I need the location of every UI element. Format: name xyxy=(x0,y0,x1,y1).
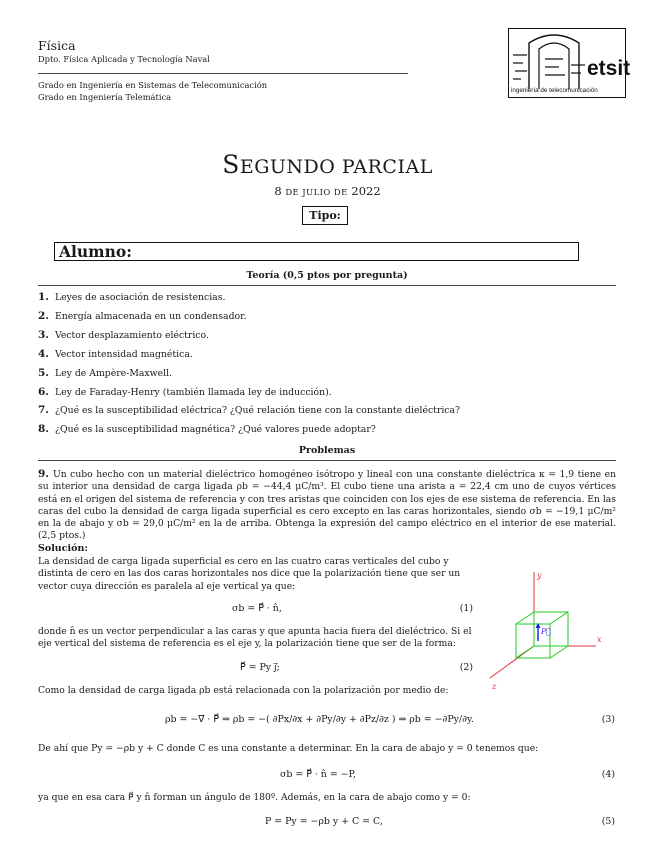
solution-paragraph-4: De ahí que Py = −ρb y + C donde C es una constante a determinar. En la cara de abajo y = 0 tenemos que: xyxy=(38,743,539,754)
logo-caption: ingeniería de telecomunicación xyxy=(511,87,598,94)
problems-section-title: Problemas xyxy=(298,445,356,456)
equation-5: P = Py = −ρb y + C = C, xyxy=(265,816,383,827)
question-8: 8. ¿Qué es la susceptibilidad magnética? ¿Qué valores puede adoptar? xyxy=(38,423,376,435)
equation-3: ρb = −∇⃗ · P⃗ ⇒ ρb = −( ∂Px/∂x + ∂Py/∂y + ∂Pz/∂z ) ⇒ ρb = −∂Py/∂y. xyxy=(165,714,474,725)
theory-section-title: Teoría (0,5 ptos por pregunta) xyxy=(246,270,408,281)
question-7: 7. ¿Qué es la susceptibilidad eléctrica? ¿Qué relación tiene con la constante dieléctrica? xyxy=(38,404,461,416)
solution-paragraph-2: donde n̂ es un vector perpendicular a las caras y que apunta hacia fuera del dieléctrico. Si el eje vertical del sistema de referencia es el eje y, la polarización tiene que ser de la forma: xyxy=(38,626,472,650)
cube-figure xyxy=(476,566,616,694)
question-4: 4. Vector intensidad magnética. xyxy=(38,348,193,360)
equation-2-number: (2) xyxy=(459,662,473,673)
solution-paragraph-1: La densidad de carga ligada superficial es cero en las cuatro caras verticales del cubo y distinta de cero en las dos caras horizontales nos dice que la polarización tiene que ser un vector cuya dirección es paralela al eje vertical ya que: xyxy=(38,556,461,592)
question-2: 2. Energía almacenada en un condensador. xyxy=(38,310,247,322)
degree-line-1: Grado en Ingeniería en Sistemas de Telecomunicación xyxy=(38,80,268,90)
problems-section-rule xyxy=(38,460,616,461)
student-name-field[interactable]: Alumno: xyxy=(54,242,579,261)
solution-heading: Solución: xyxy=(38,543,88,554)
logo-text: etsit xyxy=(587,57,631,80)
question-3: 3. Vector desplazamiento eléctrico. xyxy=(38,329,209,341)
etsit-logo xyxy=(508,28,631,98)
exam-title: SEGUNDO PARCIAL xyxy=(222,150,433,179)
theory-section-rule xyxy=(38,285,616,286)
polarization-label: P⃗ xyxy=(541,627,551,636)
subject-title: Física xyxy=(38,38,76,53)
equation-4: σb = P⃗ · n̂ = −P, xyxy=(280,769,356,780)
y-axis-label: y xyxy=(537,571,542,580)
question-5: 5. Ley de Ampère-Maxwell. xyxy=(38,367,172,379)
department: Dpto. Física Aplicada y Tecnología Naval xyxy=(38,54,210,64)
equation-1-number: (1) xyxy=(459,603,473,614)
equation-4-number: (4) xyxy=(601,769,615,780)
equation-2: P⃗ = Py ȷ⃗; xyxy=(240,662,280,673)
question-1: 1. Leyes de asociación de resistencias. xyxy=(38,291,226,303)
degree-line-2: Grado en Ingeniería Telemática xyxy=(38,92,172,102)
header-divider xyxy=(38,73,408,74)
z-axis-label: z xyxy=(492,682,497,691)
solution-paragraph-5: ya que en esa cara P⃗ y n̂ forman un ángulo de 180º. Además, en la cara de abajo como y = 0: xyxy=(38,792,471,803)
equation-3-number: (3) xyxy=(601,714,615,725)
question-6: 6. Ley de Faraday-Henry (también llamada ley de inducción). xyxy=(38,386,332,398)
problem-9: 9. Un cubo hecho con un material dieléctrico homogéneo isótropo y lineal con una constante dieléctrica κ = 1,9 tiene en su interior una densidad de carga ligada ρb = −44,4 μC/m³. El cubo tiene una arista a = 22,4 cm uno de cuyos vértices está en el origen del sistema de referencia y con tres aristas que coinciden con los ejes de ese sistema de referencia. En las caras del cubo la densidad de carga ligada superficial es cero excepto en las caras horizontales, siendo σb = −19,1 μC/m² en la de abajo y σb = 29,0 μC/m² en la de arriba. Obtenga la expresión del campo eléctrico en el interior de ese material. (2,5 ptos.) xyxy=(38,468,616,542)
solution-paragraph-3: Como la densidad de carga ligada ρb está relacionada con la polarización por medio de: xyxy=(38,685,449,696)
equation-5-number: (5) xyxy=(601,816,615,827)
x-axis-label: x xyxy=(597,635,602,644)
exam-date: 8 DE JULIO DE 2022 xyxy=(274,184,381,198)
tipo-box: Tipo: xyxy=(302,206,348,225)
equation-1: σb = P⃗ · n̂, xyxy=(232,603,282,614)
